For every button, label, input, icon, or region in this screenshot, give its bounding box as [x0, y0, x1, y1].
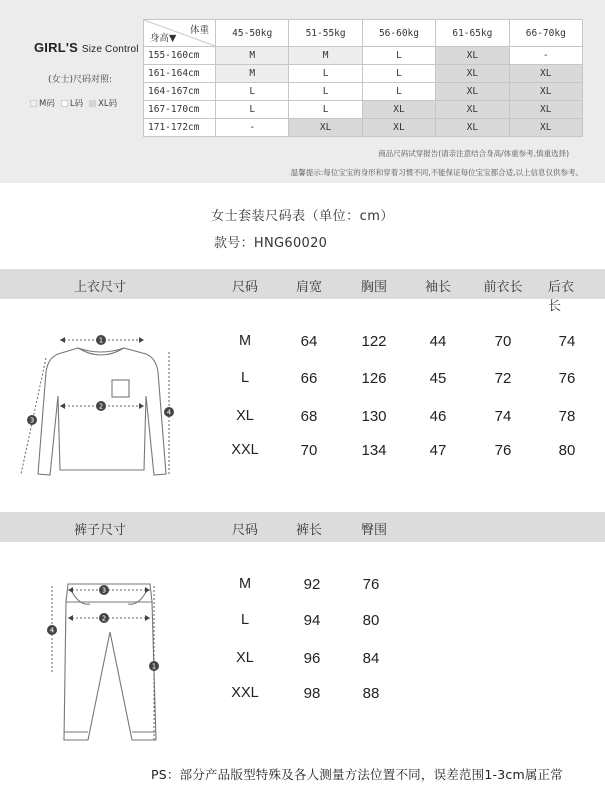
pants-value: 98	[303, 685, 321, 702]
svg-text:4: 4	[166, 408, 172, 417]
page-title: 女士套装尺码表（单位：cm）	[211, 209, 394, 224]
top-value: 70	[494, 333, 512, 350]
svg-text:1: 1	[151, 662, 157, 671]
size-cell: XL	[509, 83, 582, 101]
size-legend	[30, 97, 117, 109]
top-col-header: 胸围	[360, 280, 388, 295]
size-cell: M	[289, 47, 362, 65]
size-control-body	[144, 47, 583, 137]
size-cell: L	[362, 83, 435, 101]
top-value: 74	[494, 408, 512, 425]
pants-diagram-icon	[36, 572, 166, 752]
size-cell: L	[216, 101, 289, 119]
size-cell: L	[289, 83, 362, 101]
top-value: 74	[558, 333, 576, 350]
size-cell: M	[216, 65, 289, 83]
size-cell: L	[289, 101, 362, 119]
pants-value: 96	[303, 650, 321, 667]
top-size-label: L	[240, 370, 250, 386]
weight-col: 51-55kg	[289, 20, 362, 47]
size-cell: -	[509, 47, 582, 65]
pants-size-label: M	[238, 576, 252, 592]
pants-value: 84	[362, 650, 380, 667]
pants-col-header: 尺码	[231, 523, 259, 538]
size-cell: XL	[362, 119, 435, 137]
top-value: 70	[300, 442, 318, 459]
size-cell: XL	[509, 101, 582, 119]
top-value: 66	[300, 370, 318, 387]
height-cell: 167-170cm	[144, 101, 216, 119]
size-cell: XL	[436, 47, 509, 65]
height-cell: 164-167cm	[144, 83, 216, 101]
svg-text:4: 4	[49, 626, 55, 635]
svg-text:2: 2	[98, 402, 104, 411]
pants-size-label: XL	[236, 650, 254, 666]
weight-col: 45-50kg	[216, 20, 289, 47]
pants-value: 88	[362, 685, 380, 702]
top-value: 122	[361, 333, 387, 350]
brand-subtitle: Size Control	[81, 44, 139, 55]
top-col-header: 袖长	[424, 280, 452, 295]
top-value: 76	[558, 370, 576, 387]
top-value: 126	[361, 370, 387, 387]
weight-col: 66-70kg	[509, 20, 582, 47]
top-size-label: M	[238, 333, 252, 349]
svg-text:1: 1	[98, 336, 104, 345]
size-cell: XL	[436, 65, 509, 83]
shirt-diagram-icon	[8, 326, 188, 486]
model-number: 款号：HNG60020	[214, 236, 328, 251]
top-section-header	[0, 269, 605, 314]
pants-section-label: 裤子尺寸	[74, 523, 127, 538]
height-label: 身高▼	[150, 33, 177, 44]
top-value: 80	[558, 442, 576, 459]
top-value: 44	[429, 333, 447, 350]
pants-value: 76	[362, 576, 380, 593]
size-cell: XL	[362, 101, 435, 119]
top-value: 47	[429, 442, 447, 459]
size-cell: XL	[289, 119, 362, 137]
legend-swatch-xl	[89, 100, 96, 107]
size-cell: XL	[509, 119, 582, 137]
legend-item-m: M码	[30, 97, 55, 109]
weight-col: 56-60kg	[362, 20, 435, 47]
pants-col-header: 裤长	[295, 523, 323, 538]
top-value: 45	[429, 370, 447, 387]
pants-section-header	[0, 512, 605, 542]
legend-swatch-m	[30, 100, 37, 107]
svg-text:2: 2	[101, 614, 107, 623]
top-size-label: XXL	[231, 442, 259, 458]
top-col-header: 前衣长	[483, 280, 523, 295]
top-size-label: XL	[236, 408, 254, 424]
top-value: 78	[558, 408, 576, 425]
size-cell: XL	[509, 65, 582, 83]
size-cell: L	[216, 83, 289, 101]
pants-value: 80	[362, 612, 380, 629]
legend-title: (女士)尺码对照:	[48, 75, 113, 85]
top-value: 76	[494, 442, 512, 459]
height-cell: 171-172cm	[144, 119, 216, 137]
legend-item-xl: XL码	[89, 97, 117, 109]
size-note: 商品尺码试穿报告(请亲注意结合身高/体重参考,慎重选择)	[378, 149, 569, 158]
top-value: 68	[300, 408, 318, 425]
pants-col-header: 臀围	[360, 523, 388, 538]
size-control-row	[144, 101, 583, 119]
size-cell: L	[362, 65, 435, 83]
weight-label: 体重	[189, 25, 209, 36]
svg-text:3: 3	[29, 416, 35, 425]
brand-title: GIRL'S Size Control	[34, 40, 139, 55]
pants-size-label: L	[240, 612, 250, 628]
top-col-header: 肩宽	[295, 280, 323, 295]
top-value: 72	[494, 370, 512, 387]
size-control-row	[144, 83, 583, 101]
size-tip: 温馨提示:每位宝宝的身形和穿着习惯不同,不能保证每位宝宝都合适,以上信息仅供参考。	[290, 168, 583, 177]
size-control-row	[144, 65, 583, 83]
legend-swatch-l	[61, 100, 68, 107]
size-cell: M	[216, 47, 289, 65]
top-col-header: 尺码	[231, 280, 259, 295]
size-cell: XL	[436, 119, 509, 137]
size-cell: XL	[436, 83, 509, 101]
top-value: 64	[300, 333, 318, 350]
legend-item-l: L码	[61, 97, 83, 109]
ps-note: PS：部分产品版型特殊及各人测量方法位置不同，误差范围1-3cm属正常	[151, 767, 563, 782]
size-cell: L	[362, 47, 435, 65]
size-control-table	[143, 19, 583, 137]
top-col-header: 后衣长	[548, 280, 575, 314]
size-cell: -	[216, 119, 289, 137]
size-control-row	[144, 47, 583, 65]
weight-col: 61-65kg	[436, 20, 509, 47]
top-value: 46	[429, 408, 447, 425]
size-control-row	[144, 119, 583, 137]
pants-value: 92	[303, 576, 321, 593]
size-cell: L	[289, 65, 362, 83]
weight-header-row	[144, 20, 583, 47]
top-value: 130	[361, 408, 387, 425]
top-value: 134	[361, 442, 387, 459]
size-control-panel	[0, 0, 605, 183]
height-cell: 161-164cm	[144, 65, 216, 83]
size-cell: XL	[436, 101, 509, 119]
pants-size-label: XXL	[231, 685, 259, 701]
height-cell: 155-160cm	[144, 47, 216, 65]
svg-text:3: 3	[101, 586, 107, 595]
corner-header	[144, 20, 216, 47]
pants-value: 94	[303, 612, 321, 629]
top-section-label: 上衣尺寸	[74, 280, 127, 295]
